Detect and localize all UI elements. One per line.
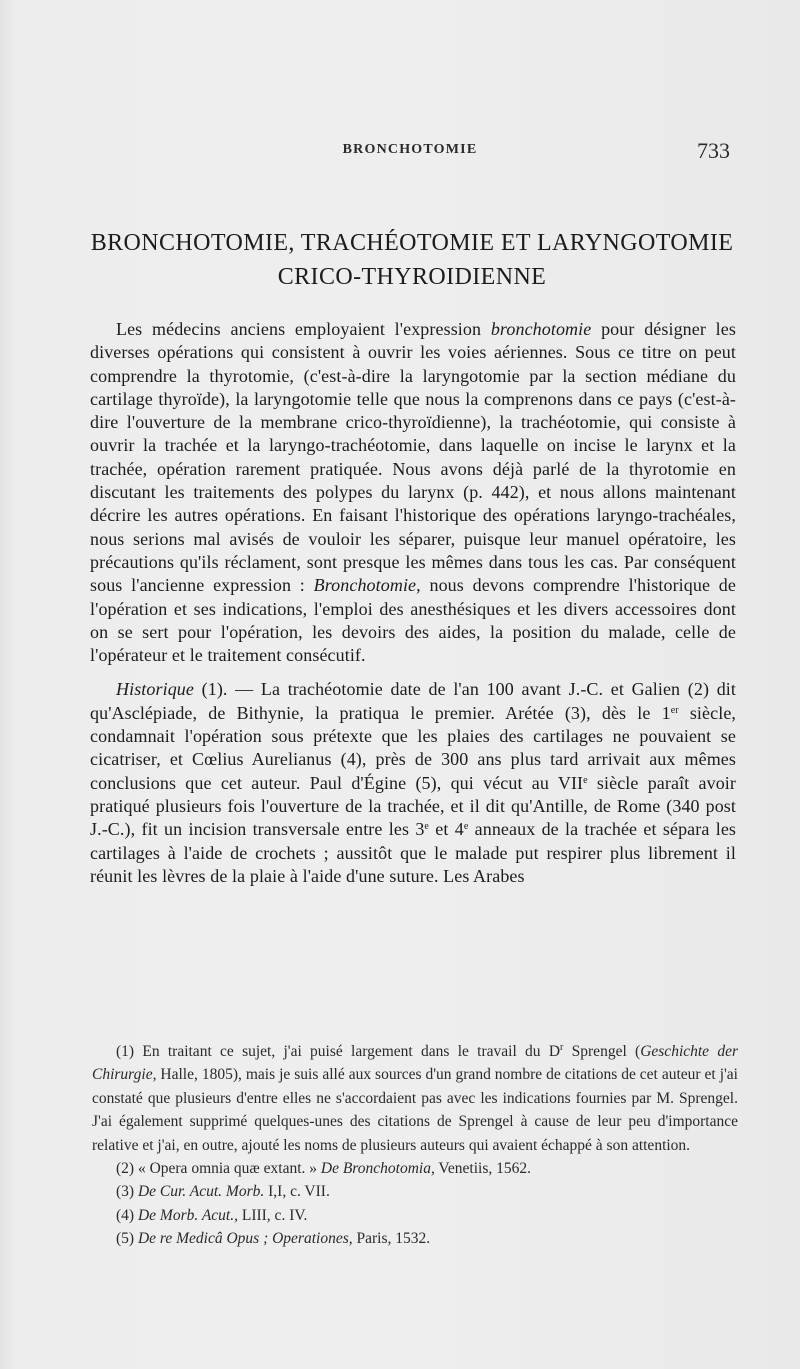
text-run: (3) [116,1183,138,1201]
text-run: nous devons comprendre l'historique de l'opération et ses indications, l'emploi des anesthésiques et les divers accessoires dont on se sert pour l'opération, les devoirs des aides, la position du malade, celle de l'opérateur et le traitement consécutif. [90,575,736,666]
page-number: 733 [697,138,730,163]
text-run: Paris, 1532. [352,1230,431,1248]
italic-title: Geschichte der Chirurgie, [92,1043,739,1084]
chapter-title [88,226,736,294]
running-head [90,138,730,166]
body-text [90,318,736,888]
text-run: LIII, c. IV. [237,1206,308,1224]
footnote-3 [92,1180,738,1203]
footnote-4 [92,1204,738,1227]
text-run: Venetiis, 1562. [434,1160,531,1178]
text-run: (2) « Opera omnia quæ extant. » [116,1160,321,1178]
text-run: siècle, condamnait l'opération sous prétexte que les plaies des cartilages ne pouvaient se cicatriser, et Cœlius Aurelianus (4), près de 300 ans plus tard arrivait aux mêmes conclusions que cet auteur. Paul d'Égine (5), qui vécut au VII [90,702,737,793]
text-run: Halle, 1805), mais je suis allé aux sources d'un grand nombre de citations de cet auteur et j'ai constaté que plusieurs d'entre elles ne s'accordaient pas avec les indications fournies par M. Sprengel. J'ai également supprimé quelques-unes des citations de Sprengel à cause de leur peu d'importance relative et j'ai, en outre, ajouté les noms de plusieurs auteurs qui avaient échappé à son attention. [92,1066,738,1154]
paragraph-intro [90,318,736,667]
paragraph-historique [90,678,736,888]
italic-title: De Bronchotomia, [320,1160,435,1178]
italic-term: Bronchotomie, [313,575,421,596]
text-run: et 4 [428,819,464,840]
text-run: (5) [116,1230,138,1248]
superscript: e [583,774,588,786]
chapter-title-line-1: BRONCHOTOMIE, TRACHÉOTOMIE ET LARYNGOTOMIE [90,230,734,256]
footnote-1 [92,1040,738,1157]
footnotes [92,1040,738,1251]
footnote-5 [92,1227,738,1250]
superscript: r [560,1042,564,1053]
text-run: siècle paraît avoir pratiqué plusieurs fois l'ouverture de la trachée, et il dit qu'Antille, de Rome (340 post J.-C.), fit un incision transversale entre les 3 [90,772,736,840]
superscript: e [424,821,429,833]
italic-term: bronchotomie [490,319,592,339]
italic-title: De Cur. Acut. Morb. [137,1183,265,1201]
section-label: Historique [116,679,195,700]
text-run: Sprengel ( [563,1043,641,1060]
running-title: BRONCHOTOMIE [342,142,478,157]
footnote-2 [92,1157,738,1180]
text-run: (4) [116,1206,138,1224]
text-run: pour désigner les diverses opérations qui consistent à ouvrir les voies aériennes. Sous ce titre on peut comprendre la thyrotomie, (c'est-à-dire la laryngotomie par la section médiane du cartilage thyroïde), la laryngotomie telle que nous la comprenons dans ce pays (c'est-à-dire l'ouverture de la membrane crico-thyroïdienne), la trachéotomie, qui consiste à ouvrir la trachée et la laryngo-trachéotomie, dans laquelle on incise le larynx et la trachée, opération rarement pratiquée. Nous avons déjà parlé de la thyrotomie en discutant les traitements des polypes du larynx (p. 442), et nous allons maintenant décrire les autres opérations. En faisant l'historique des opérations laryngo-trachéales, nous serions mal avisés de vouloir les séparer, puisque leur manuel opératoire, les précautions qu'ils réclament, sont presque les mêmes dans tous les cas. Par conséquent sous l'ancienne expression : [90,319,736,596]
chapter-title-line-2: CRICO-THYROIDIENNE [277,264,547,290]
text-run: anneaux de la trachée et sépara les cartilages à l'aide de crochets ; aussitôt que le malade put respirer plus librement il réunit les lèvres de la plaie à l'aide d'une suture. Les Arabes [90,819,737,886]
text-run: (1). — La trachéotomie date de l'an 100 avant J.-C. et Galien (2) dit qu'Asclépiade, de Bithynie, la pratiqua le premier. Arétée (3), dès le 1 [90,679,736,723]
text-run: I,I, c. VII. [264,1183,330,1201]
italic-title: De Morb. Acut., [137,1206,238,1224]
superscript: er [670,704,679,716]
italic-title: De re Medicâ Opus ; Operationes, [137,1230,353,1248]
text-run: (1) En traitant ce sujet, j'ai puisé largement dans le travail du D [116,1043,561,1060]
text-run: Les médecins anciens employaient l'expression [116,319,491,339]
superscript: e [463,821,469,833]
